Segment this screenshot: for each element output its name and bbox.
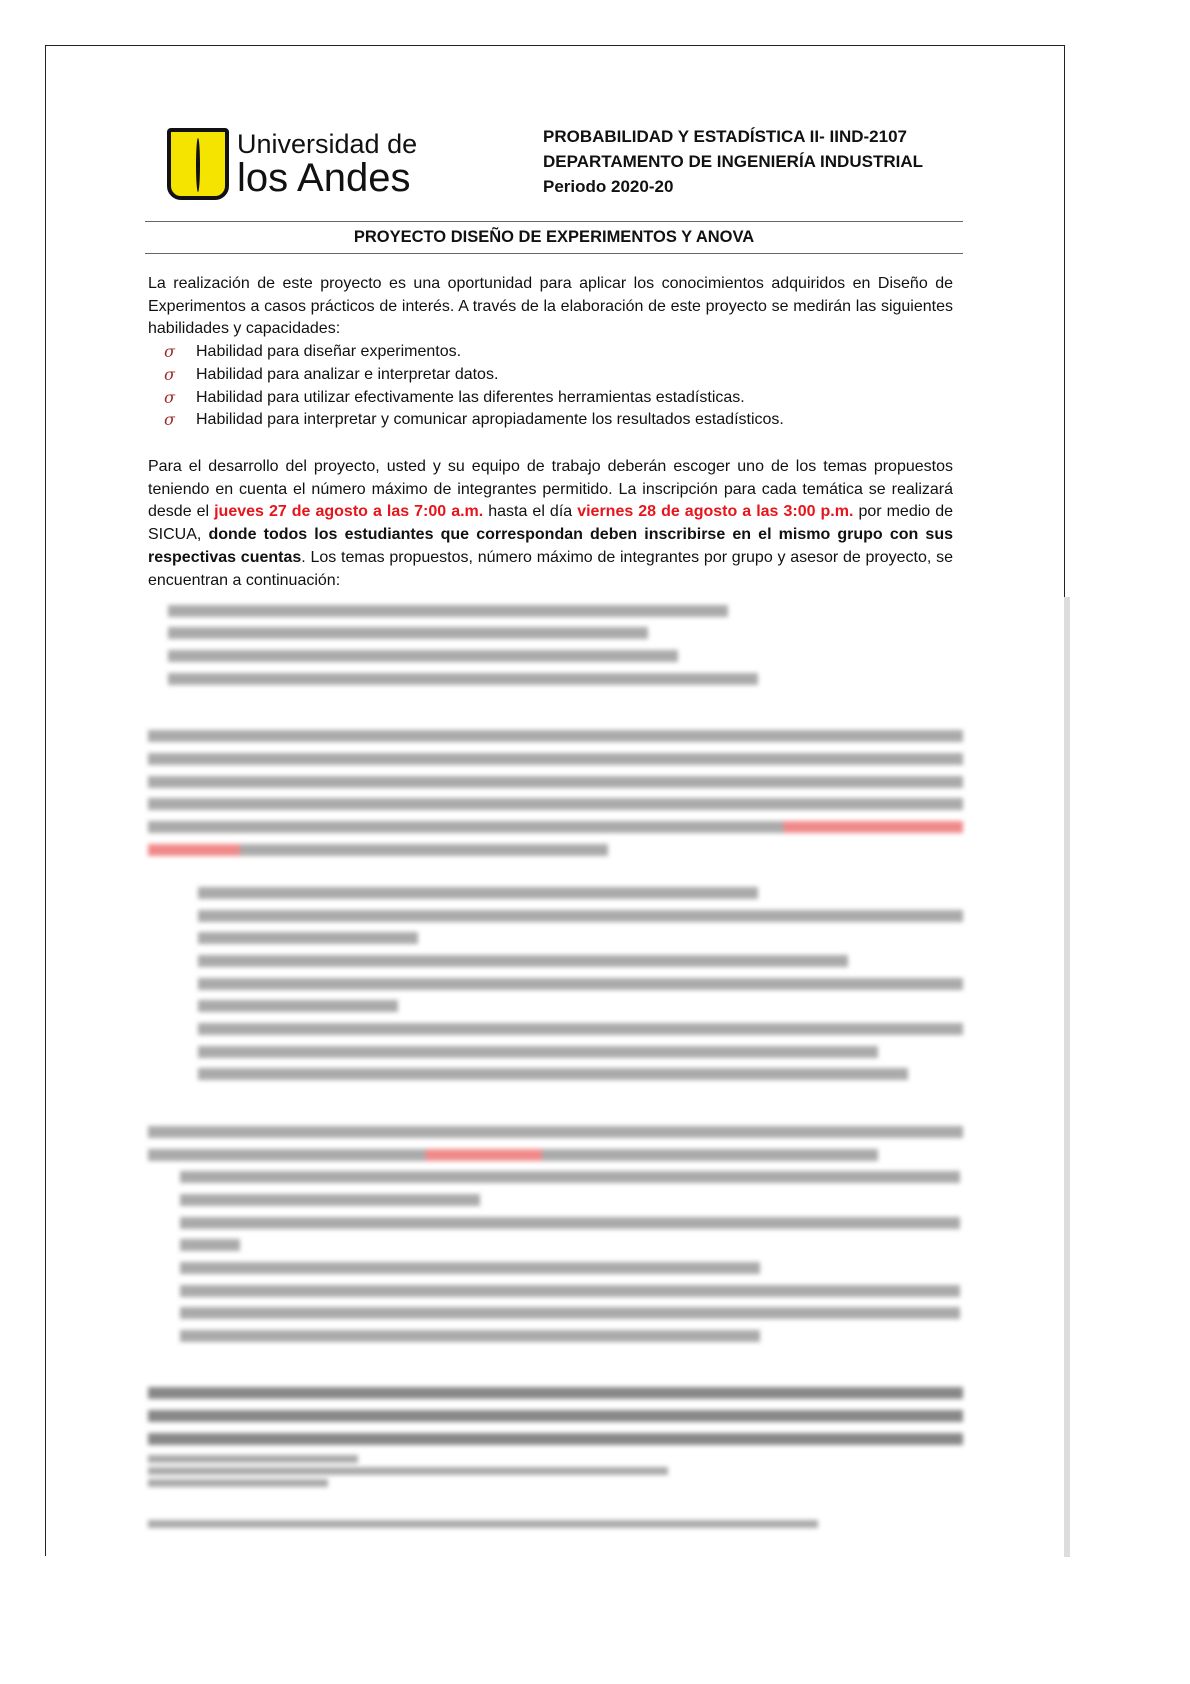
sigma-bullet-icon: σ [164,364,175,384]
intro-paragraph: La realización de este proyecto es una oportunidad para aplicar los conocimientos adquiridos en Diseño de Experimentos a casos prácticos de interés. A través de la elaboración de este proyecto se medirán las siguientes habilidades y capacidades: [148,275,953,338]
university-logo [167,128,417,200]
list-item: σ Habilidad para analizar e interpretar datos. [148,364,953,387]
list-item: σ Habilidad para diseñar experimentos. [148,341,953,364]
blurred-content [148,594,963,1539]
department: DEPARTAMENTO DE INGENIERÍA INDUSTRIAL [543,152,923,171]
shield-icon [167,128,229,200]
sigma-bullet-icon: σ [164,342,175,362]
start-date: jueves 27 de agosto a las 7:00 a.m. [214,503,484,521]
divider-bottom [145,253,963,254]
list-item: σ Habilidad para interpretar y comunicar apropiadamente los resultados estadísticos. [148,409,953,432]
divider-top [145,221,963,222]
registration-note: donde todos los estudiantes que correspondan deben inscribirse en el mismo grupo con sus respectivas cuentas [148,526,953,566]
period: Periodo 2020-20 [543,177,674,196]
end-date: viernes 28 de agosto a las 3:00 p.m. [577,503,854,521]
sigma-bullet-icon: σ [164,387,175,407]
document-title: PROYECTO DISEÑO DE EXPERIMENTOS Y ANOVA [353,228,755,246]
skills-list [148,341,953,432]
page-shadow [1064,597,1070,1557]
intro-section [148,273,953,432]
registration-paragraph: Para el desarrollo del proyecto, usted y su equipo de trabajo deberán escoger uno de los temas propuestos teniendo en cuenta el número máximo de integrantes permitido. La inscripción para cada temática se realizará desde el jueves 27 de agosto a las 7:00 a.m. hasta el día viernes 28 de agosto a las 3:00 p.m. por medio de SICUA, donde todos los estudiantes que correspondan deben inscribirse en el mismo grupo con sus respectivas cuentas. Los temas propuestos, número máximo de integrantes por grupo y asesor de proyecto, se encuentran a continuación: [148,458,954,589]
sigma-bullet-icon: σ [164,410,175,430]
logo-line1: Universidad de [237,128,418,159]
course-name: PROBABILIDAD Y ESTADÍSTICA II- IIND-2107 [543,127,907,146]
document-heading [543,124,923,199]
logo-line2: los Andes [237,155,411,200]
list-item: σ Habilidad para utilizar efectivamente las diferentes herramientas estadísticas. [148,387,953,410]
